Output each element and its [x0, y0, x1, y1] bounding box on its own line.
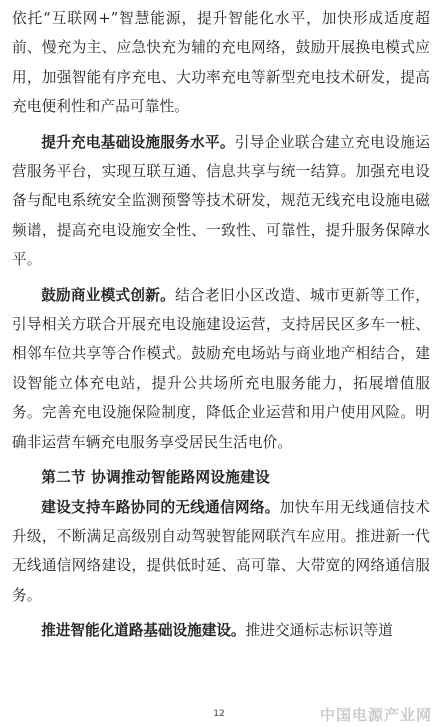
paragraph-2-text: 引导企业联合建立充电设施运营服务平台，实现互联互通、信息共享与统一结算。加强充电设备与配电系统安全监测预警等技术研发，规范无线充电设施电磁频谱，提高充电设施安全性、一致性、可靠性，提升服务保障水平。 — [12, 133, 430, 269]
paragraph-1-text: 依托“互联网+”智慧能源，提升智能化水平，加快形成适度超前、慢充为主、应急快充为辅的充电网络，鼓励开展换电模式应用，加强智能有序充电、大功率充电等新型充电技术研发，提高充电便利性和产品可靠性。 — [12, 10, 430, 116]
paragraph-4-text: 加快车用无线通信技术升级，不断满足高级别自动驾驶智能网联汽车应用。推进新一代无线通信网络建设，提供低时延、高可靠、大带宽的网络通信服务。 — [12, 498, 430, 604]
section-title: 第二节 协调推动智能路网设施建设 — [41, 469, 270, 487]
paragraph-4 — [12, 493, 430, 611]
paragraph-2 — [12, 128, 430, 275]
paragraph-2-lead: 提升充电基础设施服务水平。 — [41, 133, 235, 151]
paragraph-5 — [12, 616, 430, 645]
paragraph-5-lead: 推进智能化道路基础设施建设。 — [41, 622, 246, 640]
paragraph-1 — [12, 4, 430, 122]
paragraph-5-text: 推进交通标志标识等道 — [245, 622, 393, 640]
paragraph-4-lead: 建设支持车路协同的无线通信网络。 — [41, 498, 280, 516]
paragraph-3 — [12, 281, 430, 457]
paragraph-3-lead: 鼓励商业模式创新。 — [41, 286, 175, 304]
document-page — [12, 4, 430, 646]
page-number: 12 — [213, 709, 225, 719]
watermark-logo: 中国电源产业网 — [319, 706, 432, 724]
paragraph-3-text: 结合老旧小区改造、城市更新等工作，引导相关方联合开展充电设施建设运营，支持居民区多车一桩、相邻车位共享等合作模式。鼓励充电场站与商业地产相结合，建设智能立体充电站，提升公共场所充电服务能力，拓展增值服务。完善充电设施保险制度，降低企业运营和用户使用风险。明确非运营车辆充电服务享受居民生活电价。 — [12, 286, 430, 451]
